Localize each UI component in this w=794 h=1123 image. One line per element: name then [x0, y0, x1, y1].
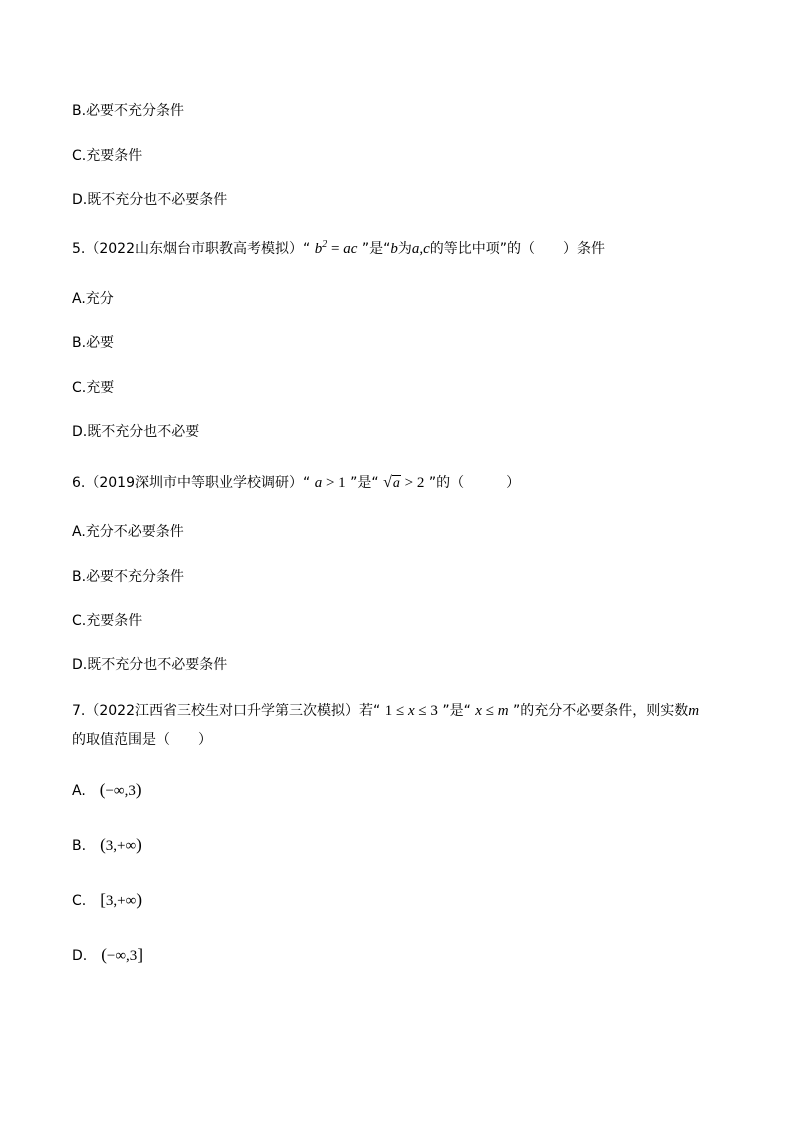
q5-option-b: B.必要 — [72, 335, 115, 351]
q6-option-c: C.充要条件 — [72, 613, 143, 629]
question-number: 5. — [72, 241, 86, 257]
math-expression: a > 1 — [314, 475, 346, 491]
q7-option-b: B. (3,+∞) — [72, 835, 142, 854]
q7-option-c: C. [3,+∞) — [72, 890, 142, 909]
prev-option-c: C.充要条件 — [72, 148, 143, 164]
question-number: 6. — [72, 475, 86, 491]
q6-option-a: A.充分不必要条件 — [72, 524, 184, 540]
question-source: （2019深圳市中等职业学校调研） — [85, 475, 303, 491]
q6-option-d: D.既不充分也不必要条件 — [72, 657, 228, 673]
question-6-stem: 6.（2019深圳市中等职业学校调研）“ a > 1 ”是“ √a > 2 ”的（ ） — [72, 474, 521, 491]
math-expression: $b^2$ = ac — [314, 239, 358, 257]
q5-option-a: A.充分 — [72, 291, 114, 307]
prev-option-d: D.既不充分也不必要条件 — [72, 192, 228, 208]
question-source: （2022江西省三校生对口升学第三次模拟） — [85, 703, 359, 719]
math-expression: 1 ≤ x ≤ 3 — [384, 703, 438, 719]
question-7-stem: 7.（2022江西省三校生对口升学第三次模拟）若“ 1 ≤ x ≤ 3 ”是“ x ≤ m ”的充分不必要条件，则实数m — [72, 703, 700, 719]
q5-option-c: C.充要 — [72, 380, 115, 396]
question-5-stem: 5.（2022山东烟台市职教高考模拟）“ $b^2$ = ac ”是“b为a,c的等比中项”的（ ）条件 — [72, 239, 606, 257]
question-source: （2022山东烟台市职教高考模拟） — [85, 241, 303, 257]
question-number: 7. — [72, 703, 86, 719]
q6-option-b: B.必要不充分条件 — [72, 569, 185, 585]
prev-option-b: B.必要不充分条件 — [72, 103, 185, 119]
q7-option-a: A. (−∞,3) — [72, 780, 142, 799]
sqrt-expression: √a > 2 — [383, 474, 425, 491]
q5-option-d: D.既不充分也不必要 — [72, 424, 200, 440]
math-expression: x ≤ m — [475, 703, 509, 719]
q7-option-d: D. (−∞,3] — [72, 945, 143, 964]
question-7-stem-line2: 的取值范围是（ ） — [72, 732, 212, 748]
